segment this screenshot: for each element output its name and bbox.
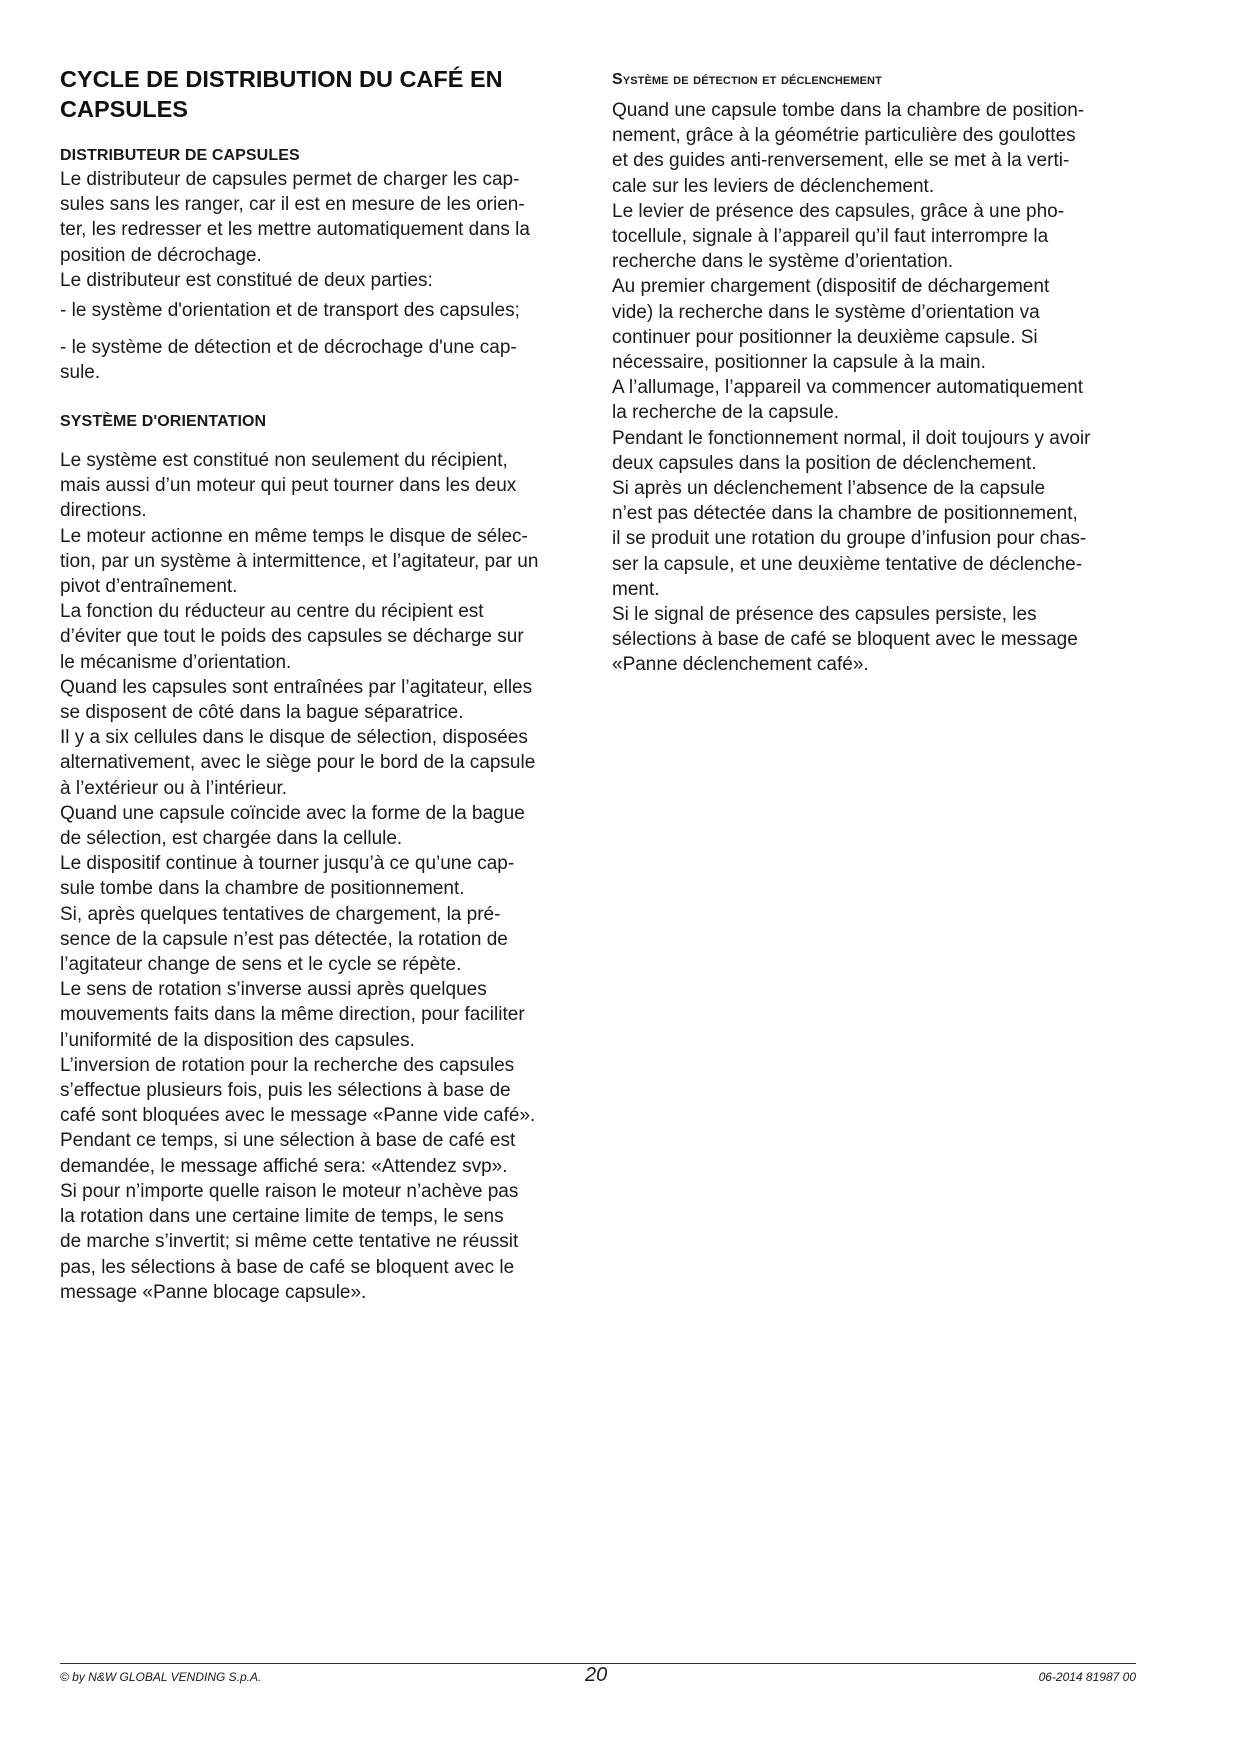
section-body-orientation: Le système est constitué non seulement du récipient, mais aussi d’un moteur qui peut tourner dans les deux directions. Le moteur actionne en même temps le disque de sélec- tion, par un système à intermittence, et l’agitateur, par un pivot d’entraînement. La fonction du réducteur au centre du récipient est d’éviter que tout le poids des capsules se décharge sur le mécanisme d’orientation. Quand les capsules sont entraînées par l’agitateur, elles se disposent de côté dans la bague séparatrice. Il y a six cellules dans le disque de sélection, disposées alternativement, avec le siège pour le bord de la capsule à l’extérieur ou à l’intérieur. Quand une capsule coïncide avec la forme de la bague de sélection, est chargée dans la cellule. Le dispositif continue à tourner jusqu’à ce qu’une cap- sule tombe dans la chambre de positionnement. Si, après quelques tentatives de chargement, la pré- sence de la capsule n’est pas détectée, la rotation de l’agitateur change de sens et le cycle se répète. Le sens de rotation s’inverse aussi après quelques mouvements faits dans la même direction, pour faciliter l’uniformité de la disposition des capsules. L’inversion de rotation pour la recherche des capsules s’effectue plusieurs fois, puis les sélections à base de café sont bloquées avec le message «Panne vide café». Pendant ce temps, si une sélection à base de café est demandée, le message affiché sera: «Attendez svp». Si pour n’importe quelle raison le moteur n’achève pas la rotation dans une certaine limite de temps, le sens de marche s’invertit; si même cette tentative ne réussit pas, les sélections à base de café se bloquent avec le message «Panne blocage capsule».	[60, 450, 539, 1303]
page-title: CYCLE DE DISTRIBUTION DU CAFÉ EN CAPSULES	[60, 66, 503, 122]
list-item: - le système d'orientation et de transport des capsules;	[60, 300, 520, 321]
page-number: 20	[585, 1664, 608, 1686]
section-heading-distributeur: DISTRIBUTEUR DE CAPSULES	[60, 147, 300, 164]
section-heading-orientation: SYSTÈME D'ORIENTATION	[60, 413, 267, 430]
footer-doc-code: 06-2014 81987 00	[1038, 1670, 1136, 1684]
section-heading-detection: Système de détection et déclenchement	[612, 71, 882, 88]
footer-copyright: © by N&W GLOBAL VENDING S.p.A.	[60, 1670, 262, 1684]
section-body-detection: Quand une capsule tombe dans la chambre de position- nement, grâce à la géométrie particulière des goulottes et des guides anti-renversement, elle se met à la verti- cale sur les leviers de déclenchement. Le levier de présence des capsules, grâce à une pho- tocellule, signale à l’appareil qu’il faut interrompre la recherche dans le système d’orientation. Au premier chargement (dispositif de déchargement vide) la recherche dans le système d’orientation va continuer pour positionner la deuxième capsule. Si nécessaire, positionner la capsule à la main. A l’allumage, l’appareil va commencer automatiquement la recherche de la capsule. Pendant le fonctionnement normal, il doit toujours y avoir deux capsules dans la position de déclenchement. Si après un déclenchement l’absence de la capsule n’est pas détectée dans la chambre de positionnement, il se produit une rotation du groupe d’infusion pour chas- ser la capsule, et une deuxième tentative de déclenche- ment. Si le signal de présence des capsules persiste, les sélections à base de café se bloquent avec le message «Panne déclenchement café».	[612, 100, 1091, 676]
section-body-distributeur: Le distributeur de capsules permet de charger les cap- sules sans les ranger, car il est en mesure de les orien- ter, les redresser et les mettre automatiquement dans la position de décrochage. Le distributeur est constitué de deux parties:	[60, 169, 530, 291]
list-item: - le système de détection et de décrochage d'une cap- sule.	[60, 337, 517, 384]
